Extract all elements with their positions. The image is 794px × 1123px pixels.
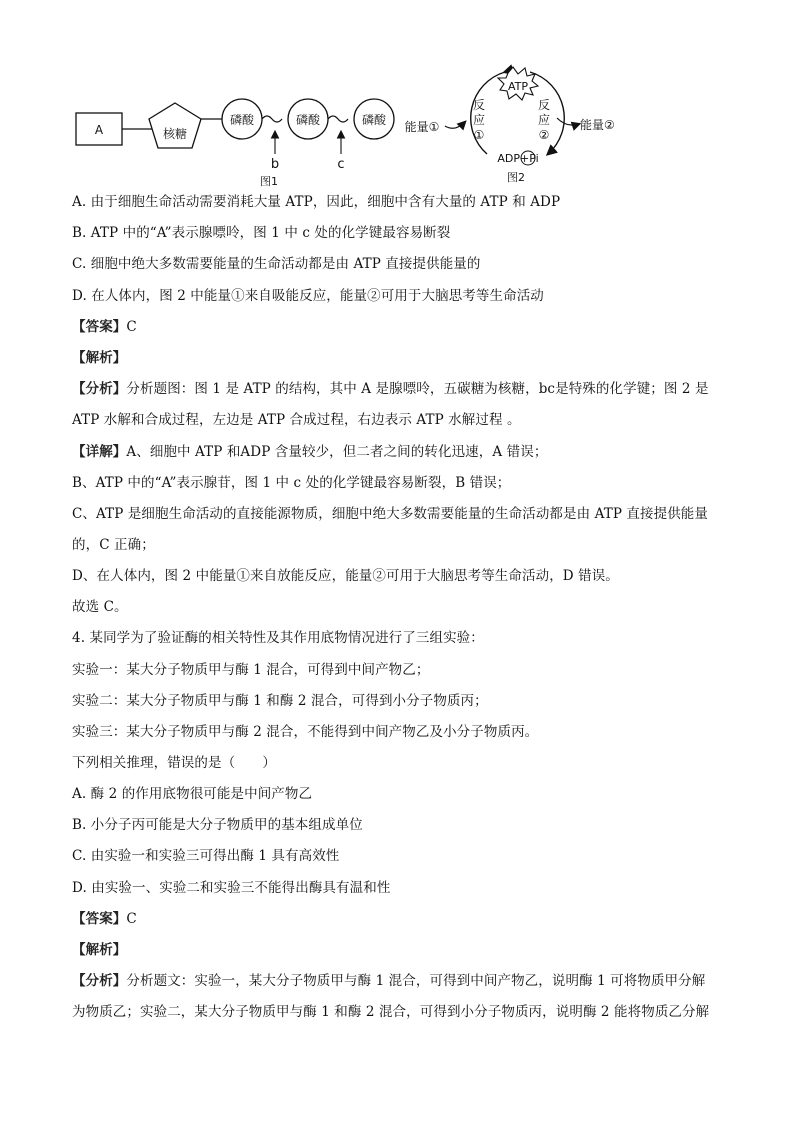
q3-detail-a: A、细胞中 ATP 和ADP 含量较少，但二者之间的转化迅速，A 错误； (126, 444, 548, 460)
energy-1-label: 能量① (404, 120, 440, 134)
label-phosphate-2: 磷酸 (295, 113, 321, 127)
atp-label: ATP (507, 80, 529, 93)
label-phosphate-1: 磷酸 (229, 113, 255, 127)
q4-answer-line (72, 909, 137, 929)
q4-fenxi-tag: 【分析】 (72, 973, 127, 989)
q4-exp1: 实验一：某大分子物质甲与酶 1 混合，可得到中间产物乙； (72, 662, 430, 678)
reaction-2-a: 反 (537, 98, 551, 112)
adp-label: ADP+Pi (497, 152, 539, 165)
q3-option-b: B. ATP 中的“A”表示腺嘌呤，图 1 中 c 处的化学键最容易断裂 (72, 225, 451, 241)
reaction-2-c: ② (538, 128, 550, 142)
q4-exp3: 实验三：某大分子物质甲与酶 2 混合，不能得到中间产物乙及小分子物质丙。 (72, 724, 539, 740)
q3-conclusion: 故选 C。 (72, 599, 128, 615)
q4-stem: 4. 某同学为了验证酶的相关特性及其作用底物情况进行了三组实验： (72, 630, 484, 646)
q4-option-b: B. 小分子丙可能是大分子物质甲的基本组成单位 (72, 817, 363, 833)
q3-detail-d: D、在人体内，图 2 中能量①来自放能反应，能量②可用于大脑思考等生命活动，D 错误。 (72, 568, 619, 584)
figure2-caption: 图2 (507, 171, 525, 184)
q3-analysis-tag: 【解析】 (72, 350, 127, 366)
q4-prompt: 下列相关推理，错误的是（ ） (72, 755, 276, 771)
q3-fenxi-tag: 【分析】 (72, 381, 127, 397)
q3-answer-label: 【答案】 (72, 319, 127, 335)
q3-detail-b: B、ATP 中的“A”表示腺苷，图 1 中 c 处的化学键最容易断裂，B 错误； (72, 475, 511, 491)
q3-option-d: D. 在人体内，图 2 中能量①来自吸能反应，能量②可用于大脑思考等生命活动 (72, 288, 544, 304)
q3-detail-c2: 的，C 正确； (72, 537, 155, 553)
reaction-1-c: ① (473, 128, 485, 142)
q4-fenxi-line1 (72, 971, 705, 991)
ribose-pentagon (149, 103, 201, 148)
figure1-caption: 图1 (260, 175, 278, 188)
figure-area (60, 60, 740, 190)
bond-b (262, 116, 282, 122)
mark-c: c (337, 157, 345, 172)
label-phosphate-3: 磷酸 (361, 113, 387, 127)
q3-detail-a-line (72, 442, 547, 462)
q4-analysis-tag: 【解析】 (72, 942, 127, 958)
q4-option-d: D. 由实验一、实验二和实验三不能得出酶具有温和性 (72, 880, 391, 896)
q4-analysis-label (72, 940, 126, 960)
q3-fenxi-line1 (72, 379, 709, 399)
q4-option-a: A. 酶 2 的作用底物很可能是中间产物乙 (72, 786, 313, 802)
mark-b: b (270, 157, 280, 172)
reaction-1-a: 反 (472, 98, 486, 112)
q3-fenxi-text1: 分析题图：图 1 是 ATP 的结构，其中 A 是腺嘌呤，五碳糖为核糖，bc是特殊的化学键；图 2 是 (126, 381, 709, 397)
label-ribose: 核糖 (162, 127, 188, 141)
q3-xiangjie-tag: 【详解】 (72, 444, 127, 460)
q3-option-a: A. 由于细胞生命活动需要消耗大量 ATP，因此，细胞中含有大量的 ATP 和 ADP (72, 194, 561, 210)
q4-exp2: 实验二：某大分子物质甲与酶 1 和酶 2 混合，可得到小分子物质丙； (72, 693, 488, 709)
reaction-2-b: 应 (537, 113, 551, 127)
atp-figures (60, 60, 740, 190)
q3-detail-c1: C、ATP 是细胞生命活动的直接能源物质，细胞中绝大多数需要能量的生命活动都是由 ATP 直接提供能量 (72, 506, 708, 522)
reaction-1-b: 应 (472, 113, 486, 127)
q4-fenxi-text1: 分析题文：实验一，某大分子物质甲与酶 1 混合，可得到中间产物乙，说明酶 1 可将物质甲分解 (126, 973, 706, 989)
q3-option-c: C. 细胞中绝大多数需要能量的生命活动都是由 ATP 直接提供能量的 (72, 256, 481, 272)
bond-c (328, 116, 348, 122)
label-a: A (94, 123, 104, 137)
q4-option-c: C. 由实验一和实验三可得出酶 1 具有高效性 (72, 848, 340, 864)
q4-fenxi-line2: 为物质乙；实验二，某大分子物质甲与酶 1 和酶 2 混合，可得到小分子物质丙，说明酶 2 能将物质乙分解 (72, 1004, 710, 1020)
q3-answer-line (72, 317, 137, 337)
energy-2-label: 能量② (580, 118, 615, 132)
q3-answer: C (126, 319, 137, 335)
q4-answer: C (126, 911, 137, 927)
q3-fenxi-line2: ATP 水解和合成过程，左边是 ATP 合成过程，右边表示 ATP 水解过程 。 (72, 412, 521, 428)
q3-analysis-label (72, 348, 126, 368)
q4-answer-label: 【答案】 (72, 911, 127, 927)
